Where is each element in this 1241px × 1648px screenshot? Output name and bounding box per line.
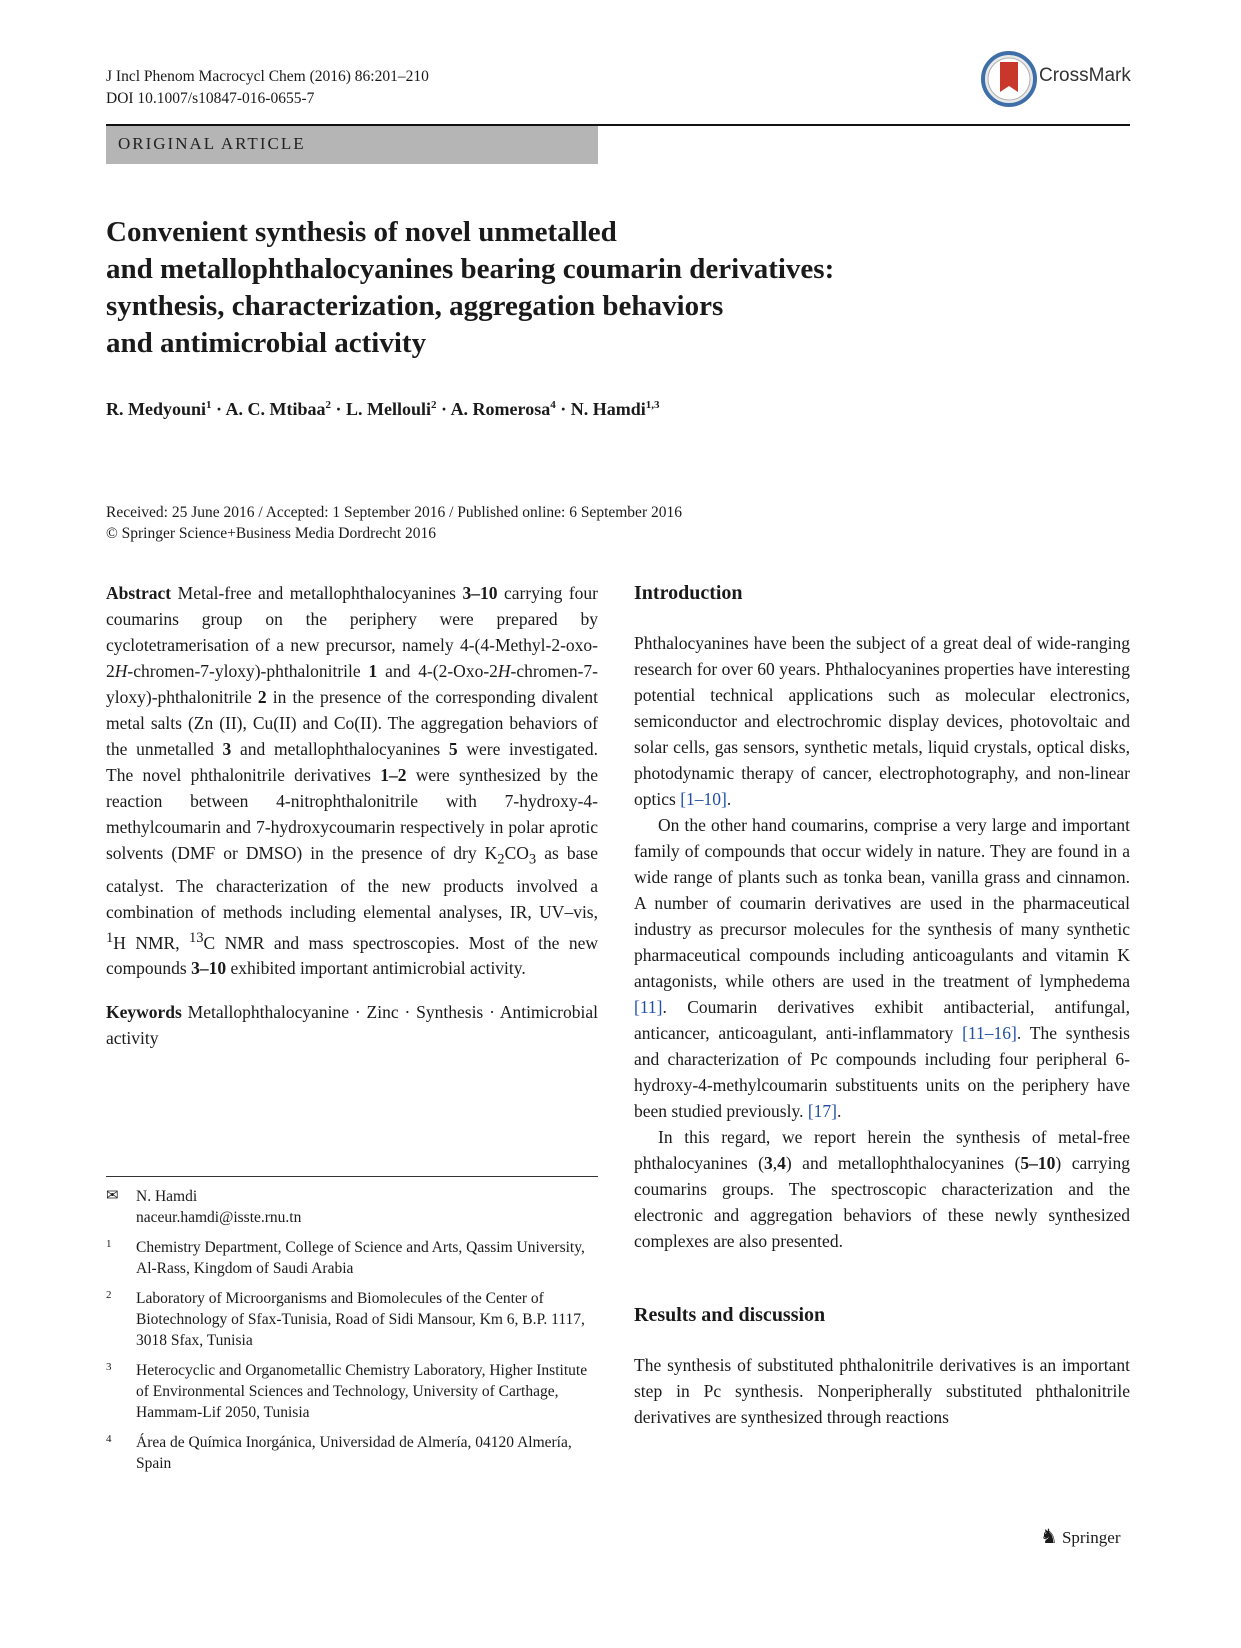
journal-line: J Incl Phenom Macrocycl Chem (2016) 86:201–210 — [106, 68, 429, 85]
affiliation — [106, 1360, 598, 1423]
body-text: . — [726, 789, 732, 809]
intro-paragraph — [634, 1124, 1130, 1254]
affiliation — [106, 1432, 598, 1474]
compound-ref: 3 — [764, 1153, 773, 1173]
author-name[interactable]: A. Romerosa — [450, 399, 551, 419]
right-column — [634, 580, 1130, 1430]
publication-dates — [106, 502, 682, 544]
publisher-name: Springer — [1061, 1528, 1121, 1547]
abstract-text: were synthesized by the reaction between 4-nitrophthalonitrile with 7-hydroxy-4-methylcoumarin and 7-hydroxycoumarin respectively in polar aprotic solvents (DMF or DMSO) in the presence of dry K — [106, 765, 598, 863]
affiliation-number: 2 — [106, 1289, 112, 1301]
title-line: and metallophthalocyanines bearing coumarin derivatives: — [106, 253, 835, 285]
affiliation — [106, 1288, 598, 1351]
author-affiliation: 1,3 — [645, 399, 660, 411]
superscript: 13 — [188, 929, 204, 946]
springer-horse-icon: ♞ — [1040, 1526, 1058, 1548]
abstract-text: and metallophthalocyanines — [231, 739, 449, 759]
abstract-text: and 4-(2-Oxo-2 — [377, 661, 498, 681]
dates-line: Received: 25 June 2016 / Accepted: 1 September 2016 / Published online: 6 September 2016 — [106, 504, 682, 521]
superscript: 1 — [106, 929, 114, 946]
body-text: . The synthesis and characterization of Pc compounds including four peripheral 6-hydroxy-4-methylcoumarin substituents units on the periphery have been studied previously. — [634, 1023, 1130, 1121]
abstract-text: Metal-free and metallophthalocyanines — [171, 583, 463, 603]
affiliation — [106, 1237, 598, 1279]
affiliation-text: Heterocyclic and Organometallic Chemistry Laboratory, Higher Institute of Environmental Sciences and Technology, University of Carthage, Hammam-Lif 2050, Tunisia — [136, 1362, 588, 1421]
citation-link[interactable]: [17] — [807, 1101, 837, 1121]
intro-paragraph — [634, 812, 1130, 1124]
body-text: ) and metallophthalocyanines ( — [785, 1153, 1021, 1173]
abstract-text: carrying four coumarins group on the periphery were prepared by cyclotetramerisation of a new precursor, namely 4-(4-Methyl-2-oxo-2 — [106, 583, 598, 681]
author-name[interactable]: L. Mellouli — [346, 399, 432, 419]
abstract-text: exhibited important antimicrobial activity. — [226, 958, 526, 979]
body-text: . — [837, 1101, 842, 1121]
intro-paragraph — [634, 630, 1130, 812]
crossmark-label: CrossMark — [1039, 65, 1131, 86]
affiliation-number: 3 — [106, 1361, 112, 1373]
article-type-banner — [106, 126, 598, 164]
results-paragraph: The synthesis of substituted phthalonitrile derivatives is an important step in Pc synthesis. Nonperipherally substituted phthalonitrile derivatives are synthesized through reactions — [634, 1355, 1130, 1427]
compound-ref: 5–10 — [1020, 1153, 1056, 1173]
keywords-label: Keywords — [106, 1002, 182, 1023]
title-line: Convenient synthesis of novel unmetalled — [106, 216, 617, 248]
left-column — [106, 580, 598, 1051]
abstract-text: C NMR and mass spectroscopies. Most of the new compounds — [106, 932, 598, 979]
abstract-text: -chromen-7-yloxy)-phthalonitrile — [127, 661, 369, 681]
corresponding-author — [106, 1186, 598, 1228]
publisher-logo — [1040, 1524, 1120, 1549]
doi-line[interactable]: DOI 10.1007/s10847-016-0655-7 — [106, 90, 315, 107]
citation-link[interactable]: [11–16] — [962, 1023, 1017, 1043]
abstract — [106, 580, 598, 981]
author-name[interactable]: R. Medyouni — [106, 399, 207, 419]
compound-ref: 2 — [257, 687, 267, 707]
contact-name: N. Hamdi — [136, 1188, 198, 1205]
author-affiliation: 4 — [550, 399, 556, 411]
abstract-text: -chromen-7-yloxy)-phthalonitrile — [106, 661, 599, 707]
abstract-label: Abstract — [106, 583, 172, 603]
affiliation-text: Área de Química Inorgánica, Universidad de Almería, 04120 Almería, Spain — [136, 1434, 572, 1472]
body-text: On the other hand coumarins, comprise a very large and important family of compounds that occur widely in nature. They are found in a wide range of plants such as tonka bean, vanilla grass and cinnamon. A number of coumarin derivatives are used in the pharmaceutical industry as precursor molecules for the synthesis of many synthetic pharmaceutical compounds including anticoagulants and vitamin K antagonists, while others are used in the treatment of lymphedema — [634, 815, 1130, 991]
abstract-text: were investigated. The novel phthalonitrile derivatives — [106, 739, 598, 785]
affiliation-text: Chemistry Department, College of Science and Arts, Qassim University, Al-Rass, Kingdom of Saudi Arabia — [136, 1239, 585, 1277]
compound-ref: 4 — [777, 1153, 786, 1173]
affiliation-number: 1 — [106, 1238, 112, 1250]
abstract-text: in the presence of the corresponding divalent metal salts (Zn (II), Cu(II) and Co(II). The aggregation behaviors of the unmetalled — [106, 687, 598, 759]
body-text: . Coumarin derivatives exhibit antibacterial, antifungal, anticancer, anticoagulant, anti-inflammatory — [634, 997, 1130, 1043]
body-text: Phthalocyanines have been the subject of a great deal of wide-ranging research for over 60 years. Phthalocyanines properties have interesting potential technical applications such as molecular electronics, semiconductor and electrochromic display devices, photovoltaic and solar cells, gas sensors, synthetic metals, liquid crystals, optical disks, photodynamic therapy of cancer, electrophotography, and non-linear optics — [634, 633, 1130, 809]
body-text: , — [772, 1153, 778, 1173]
subscript: 2 — [497, 851, 505, 868]
compound-ref: 3 — [222, 739, 232, 759]
journal-citation — [106, 66, 429, 110]
crossmark-icon — [981, 48, 1039, 110]
footnotes — [106, 1186, 598, 1483]
abstract-text: H NMR, — [113, 932, 189, 953]
title-line: synthesis, characterization, aggregation behaviors — [106, 290, 724, 322]
author-name[interactable]: N. Hamdi — [570, 399, 646, 419]
compound-ref: 3–10 — [462, 583, 498, 603]
envelope-icon: ✉ — [106, 1188, 119, 1204]
keywords-text: Metallophthalocyanine · Zinc · Synthesis · Antimicrobial activity — [106, 1002, 598, 1049]
paper-title — [106, 214, 1006, 362]
compound-ref: 5 — [448, 739, 458, 759]
citation-link[interactable]: [11] — [634, 997, 663, 1017]
article-type-label: ORIGINAL ARTICLE — [118, 134, 306, 153]
author-affiliation: 2 — [431, 399, 437, 411]
affiliation-number: 4 — [106, 1433, 112, 1445]
contact-email[interactable]: naceur.hamdi@isste.rnu.tn — [136, 1209, 302, 1226]
italic-h: H — [114, 661, 128, 681]
footnote-rule — [106, 1176, 598, 1177]
keywords — [106, 999, 598, 1051]
compound-ref: 3–10 — [191, 958, 227, 979]
italic-h: H — [497, 661, 511, 681]
author-name[interactable]: A. C. Mtibaa — [225, 399, 326, 419]
body-text: ) carrying coumarins groups. The spectroscopic characterization and the electronic and aggregation behaviors of these newly synthesized complexes are also presented. — [634, 1153, 1130, 1251]
abstract-text: as base catalyst. The characterization of the new products involved a combination of methods including elemental analyses, IR, UV–vis, — [106, 843, 598, 922]
compound-ref: 1–2 — [380, 765, 407, 785]
abstract-text: CO — [504, 843, 529, 863]
title-line: and antimicrobial activity — [106, 327, 427, 359]
copyright-line: © Springer Science+Business Media Dordrecht 2016 — [106, 525, 437, 542]
section-heading-introduction: Introduction — [634, 582, 743, 604]
affiliation-text: Laboratory of Microorganisms and Biomolecules of the Center of Biotechnology of Sfax-Tunisia, Road of Sidi Mansour, Km 6, B.P. 1117, 3018 Sfax, Tunisia — [136, 1290, 585, 1349]
citation-link[interactable]: [1–10] — [680, 789, 727, 809]
subscript: 3 — [528, 851, 537, 868]
section-heading-results: Results and discussion — [634, 1304, 826, 1326]
author-affiliation: 2 — [325, 399, 332, 411]
author-affiliation: 1 — [206, 399, 212, 411]
crossmark-badge[interactable] — [981, 48, 1131, 110]
body-text: In this regard, we report herein the synthesis of metal-free phthalocyanines ( — [634, 1127, 1130, 1173]
compound-ref: 1 — [368, 661, 378, 681]
author-list: R. Medyouni$^1$ · A. C. Mtibaa$^2$ · L. Mellouli$^2$ · A. Romerosa$^4$ · N. Hamdi$^{1,3}$ — [106, 399, 660, 419]
